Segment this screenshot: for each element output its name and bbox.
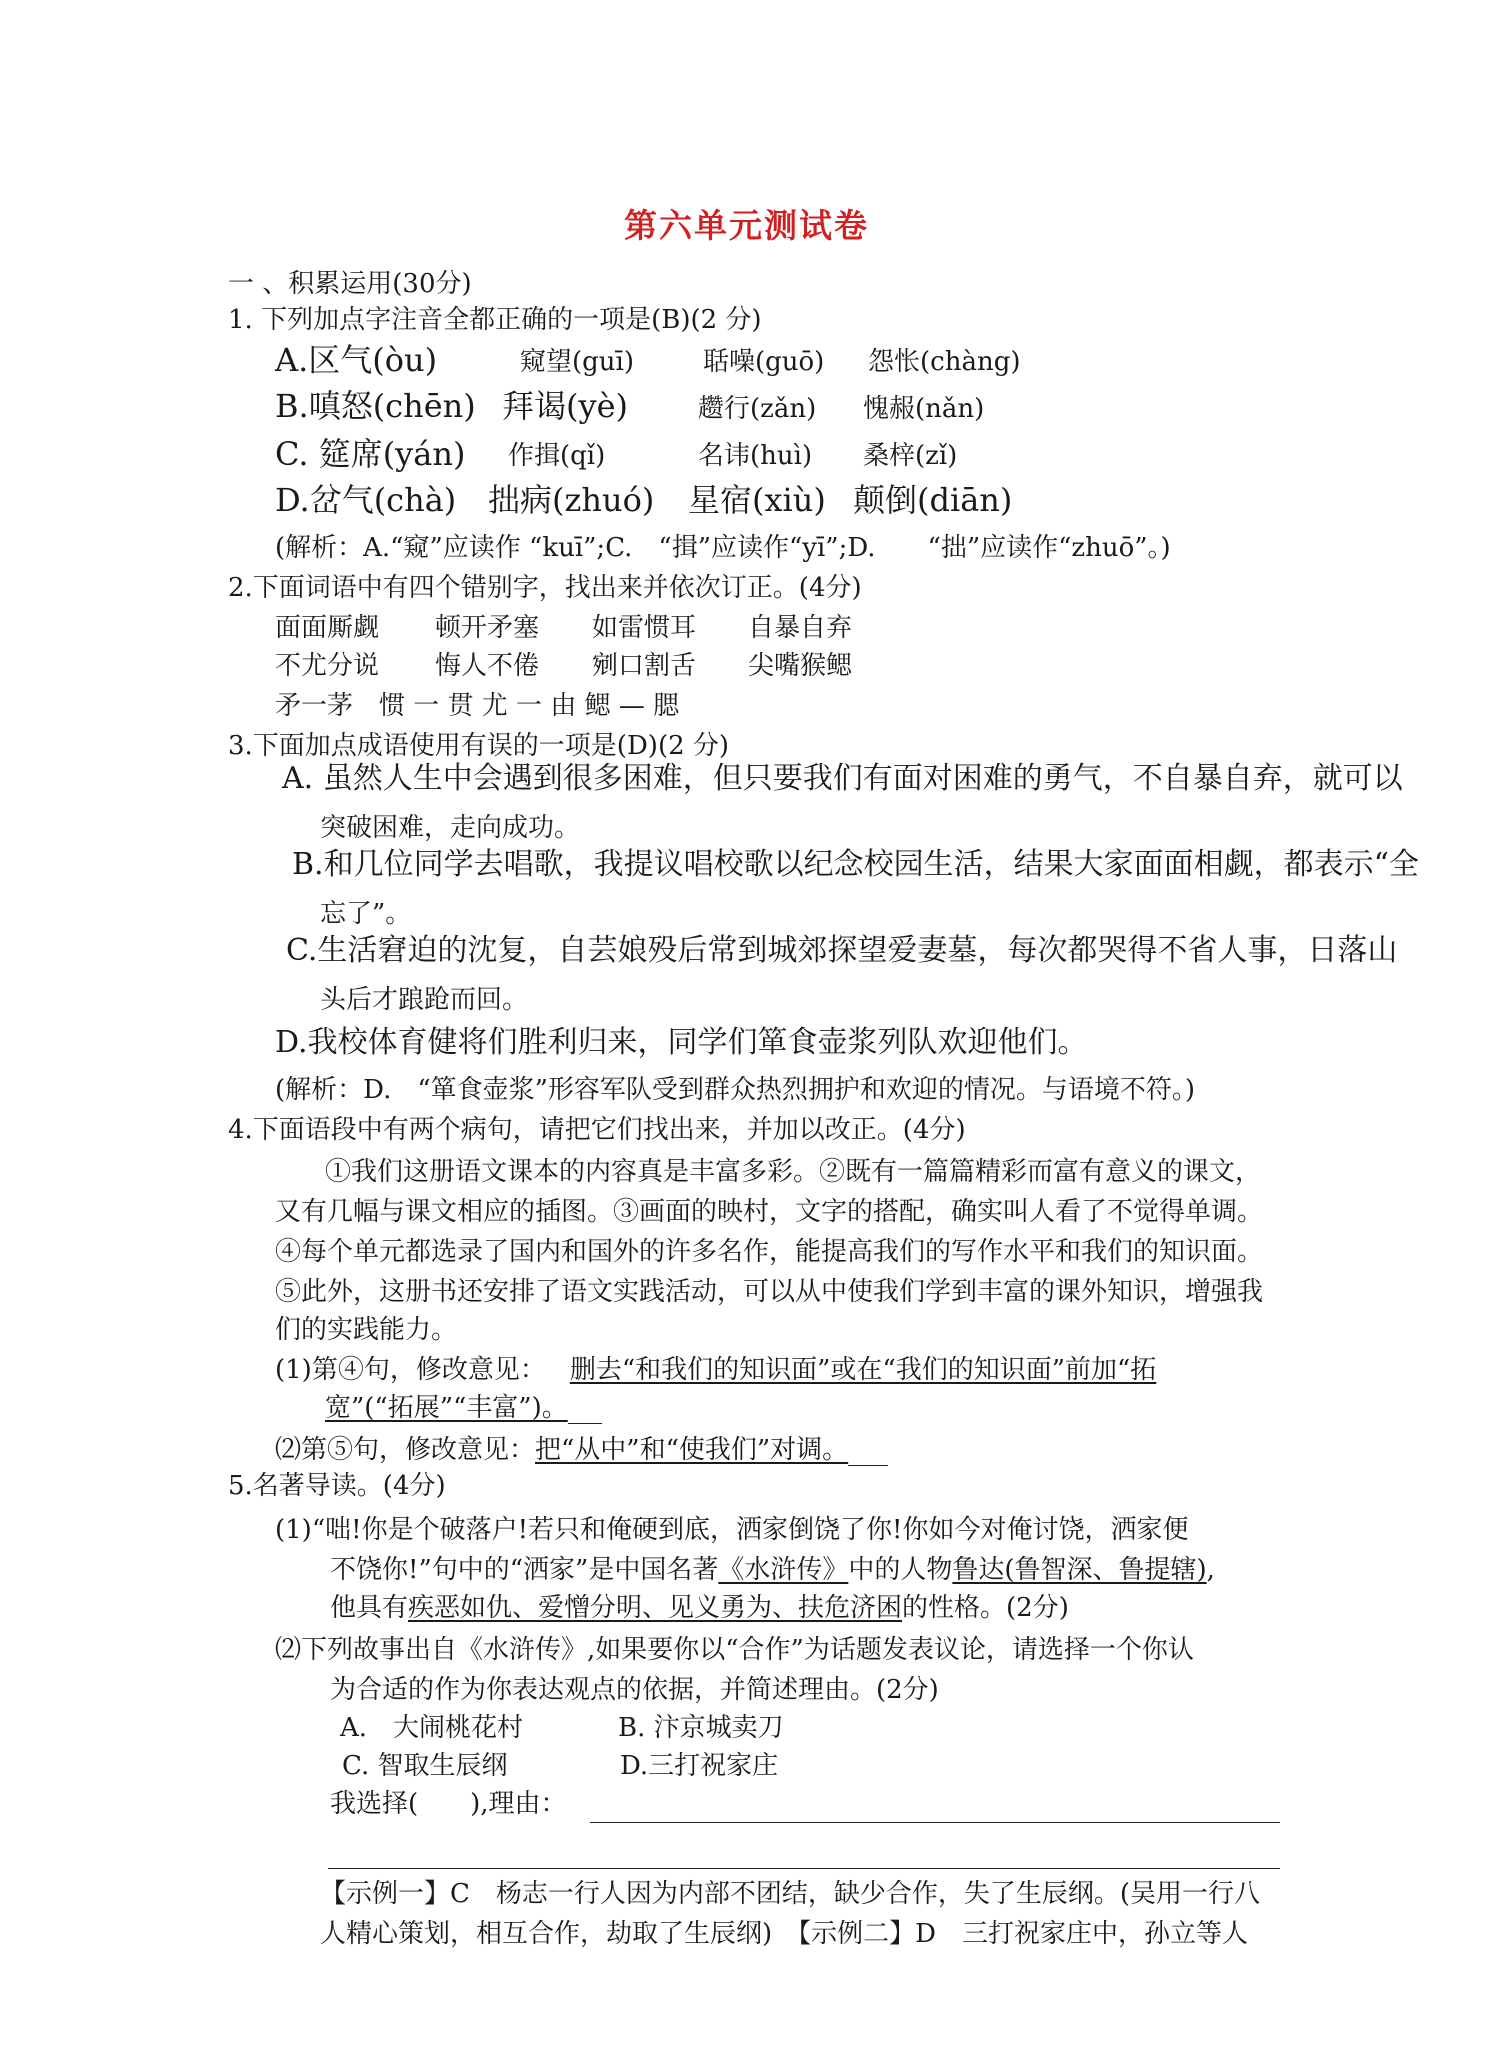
page-title: 第六单元测试卷 xyxy=(624,206,869,245)
q4-blank-line xyxy=(568,1423,602,1424)
q3-analysis: (解析：D. “箪食壶浆”形容军队受到群众热烈拥护和欢迎的情况。与语境不符。) xyxy=(275,1075,1196,1105)
q5-text: 不饶你!”句中的“洒家”是中国名著 xyxy=(330,1555,719,1585)
q5-text: 中的人物 xyxy=(848,1555,953,1585)
q3-option-c-cont: 头后才踉跄而回。 xyxy=(320,985,529,1015)
q1-c-item-1: C. 筵席(yán) xyxy=(275,435,466,473)
q3-option-a-cont: 突破困难，走向成功。 xyxy=(320,813,581,843)
q1-d-item-1: D.岔气(chà) xyxy=(275,481,457,519)
q2-stem: 2.下面词语中有四个错别字，找出来并依次订正。(4分) xyxy=(228,573,862,603)
q3-stem: 3.下面加点成语使用有误的一项是(D)(2 分) xyxy=(228,731,730,761)
q4-blank-line xyxy=(848,1465,888,1466)
q2-word: 不尤分说 xyxy=(275,651,380,681)
q5-option-a: A. 大闹桃花村 xyxy=(340,1713,524,1743)
q1-c-item-3: 名讳(huì) xyxy=(698,441,813,471)
q3-option-b: B.和几位同学去唱歌，我提议唱校歌以纪念校园生活，结果大家面面相觑，都表示“全 xyxy=(292,847,1419,882)
q4-revision-1 xyxy=(275,1354,1156,1386)
q5-stem: 5.名著导读。(4分) xyxy=(228,1471,446,1501)
q2-word: 尖嘴猴鳃 xyxy=(748,651,853,681)
q4-paragraph-line: 们的实践能力。 xyxy=(275,1315,458,1345)
q5-answer-traits: 疾恶如仇、爱憎分明、见义勇为、扶危济困 xyxy=(408,1593,903,1623)
q5-text: , xyxy=(1206,1555,1215,1585)
q5-option-c: C. 智取生辰纲 xyxy=(342,1751,508,1781)
q4-revision-1-answer-cont: 宽”(“拓展”“丰富”)。 xyxy=(325,1393,568,1423)
q2-word: 悔人不倦 xyxy=(435,651,540,681)
q5-answer-character: 鲁达(鲁智深、鲁提辖) xyxy=(952,1555,1207,1585)
q4-stem: 4.下面语段中有两个病句，请把它们找出来，并加以改正。(4分) xyxy=(228,1115,966,1145)
q5-choice-label: 我选择( ),理由： xyxy=(330,1789,567,1819)
q1-a-item-3: 聒噪(guō) xyxy=(703,347,825,377)
q1-a-item-2: 窥望(guī) xyxy=(520,347,634,377)
q4-paragraph-line: ①我们这册语文课本的内容真是丰富多彩。②既有一篇篇精彩而富有意义的课文， xyxy=(325,1157,1262,1187)
q5-option-d: D.三打祝家庄 xyxy=(620,1751,779,1781)
q1-b-item-1: B.嗔怒(chēn) xyxy=(275,387,476,425)
q4-paragraph-line: ⑤此外，这册书还安排了语文实践活动，可以从中使我们学到丰富的课外知识，增强我 xyxy=(275,1277,1264,1307)
q5-option-b: B. 汴京城卖刀 xyxy=(618,1713,784,1743)
q4-revision-1-answer: 删去“和我们的知识面”或在“我们的知识面”前加“拓 xyxy=(569,1355,1157,1385)
q4-revision-2-label: ⑵第⑤句，修改意见： xyxy=(275,1435,536,1465)
q3-option-a: A. 虽然人生中会遇到很多困难，但只要我们有面对困难的勇气，不自暴自弃，就可以 xyxy=(282,761,1403,796)
q1-stem: 1. 下列加点字注音全都正确的一项是(B)(2 分) xyxy=(228,305,762,335)
q5-example-line: 人精心策划，相互合作，劫取了生辰纲) 【示例二】D 三打祝家庄中，孙立等人 xyxy=(320,1919,1248,1949)
q5-part2-line: 为合适的作为你表达观点的依据，并简述理由。(2分) xyxy=(330,1675,939,1705)
q5-part1-line xyxy=(330,1554,1215,1586)
q1-a-item-4: 怨怅(chàng) xyxy=(868,347,1021,377)
q3-option-b-cont: 忘了”。 xyxy=(320,899,412,929)
q1-d-item-3: 星宿(xiù) xyxy=(688,481,826,519)
q4-revision-2-answer: 把“从中”和“使我们”对调。 xyxy=(535,1435,849,1465)
q5-part1-line xyxy=(330,1592,1069,1624)
q4-revision-1-label: (1)第④句，修改意见： xyxy=(275,1355,546,1385)
q5-part1-line: (1)“咄!你是个破落户!若只和俺硬到底，洒家倒饶了你!你如今对俺讨饶，洒家便 xyxy=(275,1515,1189,1545)
q3-option-c: C.生活窘迫的沈复，自芸娘殁后常到城郊探望爱妻墓，每次都哭得不省人事，日落山 xyxy=(286,933,1398,968)
q2-word: 面面厮觑 xyxy=(275,613,380,643)
q1-a-item-1: A.区气(òu) xyxy=(275,341,438,379)
q4-paragraph-line: 又有几幅与课文相应的插图。③画面的映村，文字的搭配，确实叫人看了不觉得单调。 xyxy=(275,1197,1264,1227)
q2-word: 顿开矛塞 xyxy=(435,613,540,643)
q5-answer-book: 《水浒传》 xyxy=(718,1555,849,1585)
q4-revision-2 xyxy=(275,1434,888,1466)
q5-example-line: 【示例一】C 杨志一行人因为内部不团结，缺少合作，失了生辰纲。(吴用一行八 xyxy=(320,1879,1261,1909)
q5-part2-line: ⑵下列故事出自《水浒传》,如果要你以“合作”为话题发表议论，请选择一个你认 xyxy=(275,1635,1194,1665)
q1-b-item-3: 趱行(zǎn) xyxy=(698,394,817,424)
section-heading: 一 、积累运用(30分) xyxy=(228,269,472,299)
q2-word: 自暴自弃 xyxy=(748,613,853,643)
q5-text: 的性格。(2分) xyxy=(902,1593,1069,1623)
q5-choice-line xyxy=(330,1788,567,1820)
q2-word: 剜口割舌 xyxy=(592,651,697,681)
q3-option-d: D.我校体育健将们胜利归来，同学们箪食壶浆列队欢迎他们。 xyxy=(275,1025,1088,1060)
q1-c-item-4: 桑梓(zǐ) xyxy=(863,441,958,471)
q5-text: 他具有 xyxy=(330,1593,409,1623)
q2-word: 如雷惯耳 xyxy=(592,613,697,643)
answer-blank-line xyxy=(328,1868,1280,1869)
q4-revision-1-cont xyxy=(325,1392,602,1424)
q1-d-item-4: 颠倒(diān) xyxy=(853,481,1013,519)
answer-blank-line xyxy=(590,1822,1280,1823)
q1-analysis: (解析：A.“窥”应读作 “kuī”;C. “揖”应读作“yī”;D. “拙”应读作“zhuō”。) xyxy=(275,533,1171,563)
q1-b-item-4: 愧赧(nǎn) xyxy=(863,394,985,424)
q1-b-item-2: 拜谒(yè) xyxy=(502,387,628,425)
q1-c-item-2: 作揖(qǐ) xyxy=(508,441,606,471)
q4-paragraph-line: ④每个单元都选录了国内和国外的许多名作，能提高我们的写作水平和我们的知识面。 xyxy=(275,1237,1264,1267)
q2-answer: 矛一茅 惯 一 贯 尤 一 由 鳃 — 腮 xyxy=(275,691,680,721)
q1-d-item-2: 拙病(zhuó) xyxy=(488,481,655,519)
